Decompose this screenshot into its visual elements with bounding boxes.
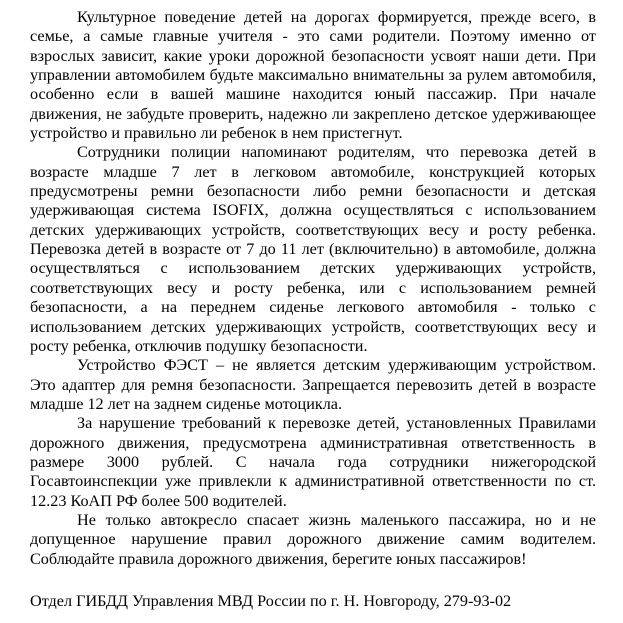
paragraph-family-education: Культурное поведение детей на дорогах формируется, прежде всего, в семье, а самые главные учителя - это сами родители. Поэтому именно от взрослых зависит, какие уроки дорожной безопасности усвоят наши дети. При управлении автомобилем будьте максимально внимательны за рулем автомобиля, особенно если в вашей машине находится юный пассажир. При начале движения, не забудьте проверить, надежно ли закреплено детское удерживающее устройство и правильно ли ребенок в нем пристегнут. bbox=[30, 8, 596, 143]
paragraph-closing-appeal: Не только автокресло спасает жизнь маленького пассажира, но и не допущенное нарушение правил дорожного движение самим водителем. Соблюдайте правила дорожного движения, берегите юных пассажиров! bbox=[30, 510, 596, 568]
paragraph-fest-device: Устройство ФЭСТ – не является детским удерживающим устройством. Это адаптер для ремня безопасности. Запрещается перевозить детей в возрасте младше 12 лет на заднем сиденье мотоцикла. bbox=[30, 356, 596, 413]
paragraph-child-restraint-rules: Сотрудники полиции напоминают родителям, что перевозка детей в возрасте младше 7 лет в легковом автомобиле, конструкцией которых предусмотрены ремни безопасности либо ремни безопасности и детская удерживающая система ISOFIX, должна осуществляться с использованием детских удерживающих устройств, соответствующих весу и росту ребенка. Перевозка детей в возрасте от 7 до 11 лет (включительно) в автомобиле, должна осуществляться с использованием детских удерживающих устройств, соответствующих весу и росту ребенка, или с использованием ремней безопасности, а на переднем сиденье легкового автомобиля - только с использованием детских удерживающих устройств, соответствующих весу и росту ребенка, отключив подушку безопасности. bbox=[30, 143, 596, 355]
paragraph-penalty: За нарушение требований к перевозке детей, установленных Правилами дорожного движения, предусмотрена административная ответственность в размере 3000 рублей. С начала года сотрудники нижегородской Госавтоинспекции уже привлекли к административной ответственности по ст. 12.23 КоАП РФ более 500 водителей. bbox=[30, 414, 596, 510]
signature-line: Отдел ГИБДД Управления МВД России по г. Н. Новгороду, 279-93-02 bbox=[30, 591, 512, 610]
